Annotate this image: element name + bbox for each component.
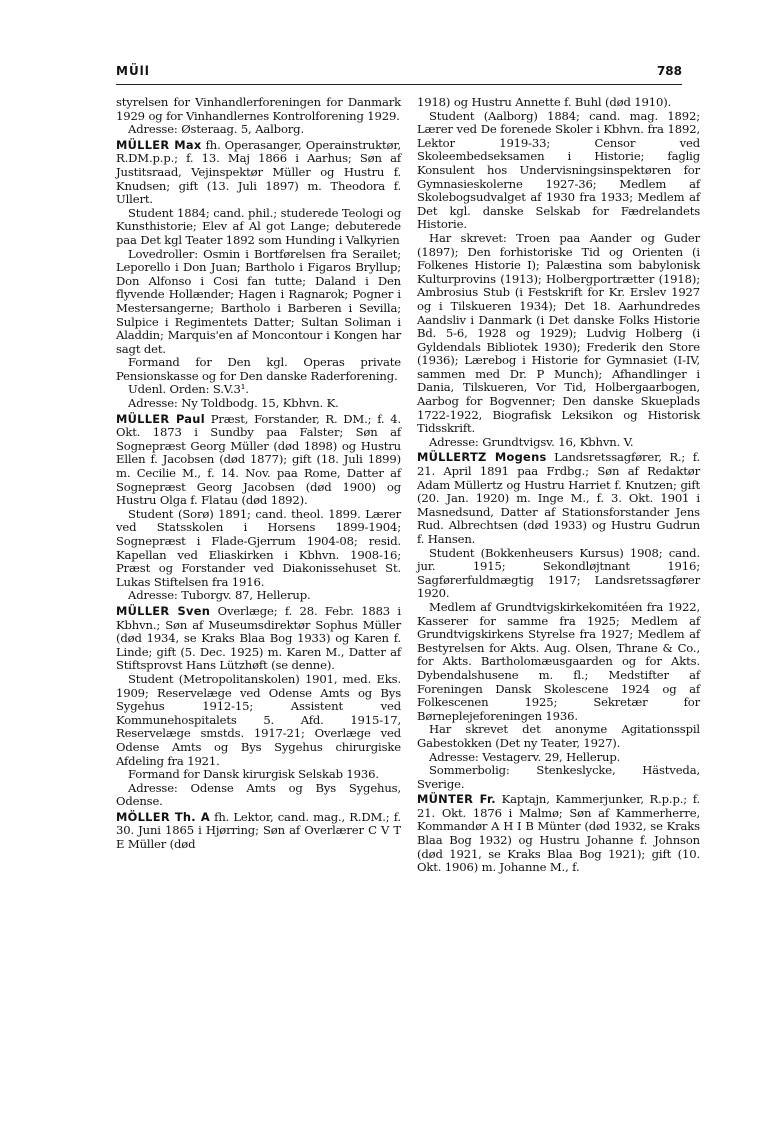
entry-address: Adresse: Ny Toldbodg. 15, Kbhvn. K.: [128, 396, 339, 411]
entry-text: Overlæge; f. 28. Febr. 1883 i Kbhvn.; Søn af Museumsdirektør Sophus Müller (død 1934, se Kraks Blaa Bog 1933) og Karen f. Linde; gift (5. Dec. 1925) m. Karen M., Datter af Stiftsprovst Hans Lützhøft (se denne).: [116, 603, 401, 673]
entry-address: Adresse: Vestagerv. 29, Hellerup.: [429, 749, 621, 764]
entry-orders: Udenl. Orden: S.V.3¹.: [128, 382, 249, 397]
entry-text: Har skrevet det anonyme Agitationsspil Gabestokken (Det ny Teater, 1927).: [417, 722, 700, 750]
entry-address: Adresse: Tuborgv. 87, Hellerup.: [128, 588, 311, 603]
entry-text: styrelsen for Vinhandlerforeningen for Danmark 1929 og for Vinhandlernes Kontrolforening 1929.: [116, 95, 401, 123]
entry-text: Landsretssagfører, R.; f. 21. April 1891 paa Frdbg.; Søn af Redaktør Adam Müllertz og Hustru Harriet f. Knutzen; gift (20. Jan. 1920) m. Inge M., f. 3. Okt. 1901 i Masnedsund, Datter af Stationsforstander Jens Rud. Albrechtsen (død 1933) og Hustru Gudrun f. Hansen.: [417, 450, 700, 546]
entry-moller-th-continued: [417, 96, 700, 449]
entry-headword: MÜLLER Paul: [116, 411, 205, 426]
entry-address: Adresse: Østeraag. 5, Aalborg.: [128, 122, 304, 137]
entry-text: Student (Metropolitanskolen) 1901, med. Eks. 1909; Reservelæge ved Odense Amts og Bys Sygehus 1912-15; Assistent ved Kommunehospitalets 5. Afd. 1915-17, Reservelæge smstds. 1917-21; Overlæge ved Odense Amts og Bys Sygehus chirurgiske Afdeling fra 1921.: [116, 671, 401, 768]
entry-muller-sven: [116, 605, 401, 809]
running-head: MÜll: [116, 64, 150, 78]
right-column: [417, 96, 700, 877]
entry-text: Formand for Dansk kirurgisk Selskab 1936.: [128, 767, 379, 782]
entry-text: Formand for Den kgl. Operas private Pensionskasse og for Den danske Raderforening.: [116, 355, 401, 383]
entry-text: fh. Operasanger, Operainstruktør, R.DM.p.p.; f. 13. Maj 1866 i Aarhus; Søn af Justitsraad, Vejinspektør Müller og Hustru f. Knudsen; gift (13. Juli 1897) m. Theodora f. Ullert.: [116, 137, 401, 207]
entry-text: Student (Aalborg) 1884; cand. mag. 1892; Lærer ved De forenede Skoler i Kbhvn. fra 1892, Lektor 1919-33; Censor ved Skoleembedseksamen i Historie; faglig Konsulent hos Undervisningsinspektøren for Gymnasieskolerne 1927-36; Medlem af Skolebogsudvalget af 1930 fra 1933; Medlem af Det kgl. danske Selskab for Fædrelandets Historie.: [417, 108, 700, 232]
entry-text: Lovedroller: Osmin i Bortførelsen fra Serailet; Leporello i Don Juan; Bartholo i Figaros Bryllup; Don Alfonso i Cosi fan tutte; Daland i Den flyvende Hollænder; Hagen i Ragnarok; Pogner i Mestersangerne; Bartholo i Barberen i Sevilla; Sulpice i Regimentets Datter; Sultan Soliman i Aladdin; Marquis'en af Moncontour i Kongen har sagt det.: [116, 246, 401, 356]
entry-continuation-intro: [116, 96, 401, 137]
entry-headword: MÜLLER Sven: [116, 603, 211, 618]
left-column: [116, 96, 401, 854]
entry-headword: MÖLLER Th. A: [116, 809, 210, 824]
entry-headword: MÜNTER Fr.: [417, 792, 496, 807]
entry-text: Student (Bokkenheusers Kursus) 1908; cand. jur. 1915; Sekondløjtnant 1916; Sagførerfuldmægtig 1917; Landsretssagfører 1920.: [417, 545, 700, 601]
entry-headword: MÜLLERTZ Mogens: [417, 450, 547, 465]
entry-munter-fr: [417, 793, 700, 875]
entry-text: Medlem af Grundtvigskirkekomitéen fra 1922, Kasserer for samme fra 1925; Medlem af Grundtvigskirkens Styrelse fra 1927; Medlem af Bestyrelsen for Akts. Aug. Olsen, Thrane & Co., for Akts. Bartholomæusgaarden og for Akts. Dybendalshusene m. fl.; Medstifter af Foreningen Dansk Skolescene 1924 og af Folkescenen 1925; Sekretær for Børneplejeforeningen 1936.: [417, 599, 700, 723]
entry-address: Adresse: Grundtvigsv. 16, Kbhvn. V.: [429, 434, 634, 449]
entry-moller-th: [116, 811, 401, 852]
running-header: [116, 62, 682, 85]
entry-text: Præst, Forstander, R. DM.; f. 4. Okt. 1873 i Sundby paa Falster; Søn af Sognepræst Georg Müller (død 1898) og Hustru Ellen f. Jacobsen (død 1877); gift (18. Juli 1899) m. Cecilie M., f. 14. Nov. paa Rome, Datter af Sognepræst Georg Jacobsen (død 1900) og Hustru Olga f. Flatau (død 1892).: [116, 411, 401, 508]
entry-text: 1918) og Hustru Annette f. Buhl (død 1910).: [417, 95, 672, 109]
entry-muller-paul: [116, 413, 401, 603]
entry-address: Adresse: Odense Amts og Bys Sygehus, Odense.: [116, 780, 401, 809]
entry-summer-address: Sommerbolig: Stenkeslycke, Hästveda, Sverige.: [417, 763, 700, 791]
entry-muller-max: [116, 139, 401, 411]
entry-text: Har skrevet: Troen paa Aander og Guder (1897); Den forhistoriske Tid og Orienten (i Folkenes Historie I); Palæstina som babylonisk Kulturprovins (1913); Holbergportrætter (1918); Ambrosius Stub (i Festskrift for Kr. Erslev 1927 og i Tilskueren 1934); Det 18. Aarhundredes Aandsliv i Danmark (i Det danske Folks Historie Bd. 5-6, 1928 og 1929); Ludvig Holberg (i Gyldendals Bibliotek 1930); Frederik den Store (1936); Lærebog i Historie for Gymnasiet (I-IV, sammen med Dr. P Munch); Afhandlinger i Dania, Tilskueren, Vor Tid, Holbergaarbogen, Aarbog for Bogvenner; Den danske Skueplads 1722-1922, Biografisk Leksikon og Historisk Tidsskrift.: [417, 230, 700, 436]
entry-mullertz-mogens: [417, 451, 700, 791]
entry-headword: MÜLLER Max: [116, 137, 202, 152]
entry-text: Student (Sorø) 1891; cand. theol. 1899. Lærer ved Statsskolen i Horsens 1899-1904; Sognepræst i Flade-Gjerrum 1904-08; resid. Kapellan ved Eliaskirken i Kbhvn. 1908-16; Præst og Forstander ved Diakonissehuset St. Lukas Stiftelsen fra 1916.: [116, 506, 401, 589]
page-number: 788: [656, 64, 682, 78]
entry-text: fh. Lektor, cand. mag., R.DM.; f. 30. Juni 1865 i Hjørring; Søn af Overlærer C V T E Müller (død: [116, 809, 401, 852]
entry-text: Student 1884; cand. phil.; studerede Teologi og Kunsthistorie; Elev af Al got Lange; debuterede paa Det kgl Teater 1892 som Hunding i Valkyrien: [116, 205, 401, 247]
entry-text: Kaptajn, Kammerjunker, R.p.p.; f. 21. Okt. 1876 i Malmø; Søn af Kammerherre, Kommandør A H I B Münter (død 1932, se Kraks Blaa Bog 1932) og Hustru Johanne f. Johnson (død 1921, se Kraks Blaa Bog 1921); gift (10. Okt. 1906) m. Johanne M., f.: [417, 792, 700, 875]
